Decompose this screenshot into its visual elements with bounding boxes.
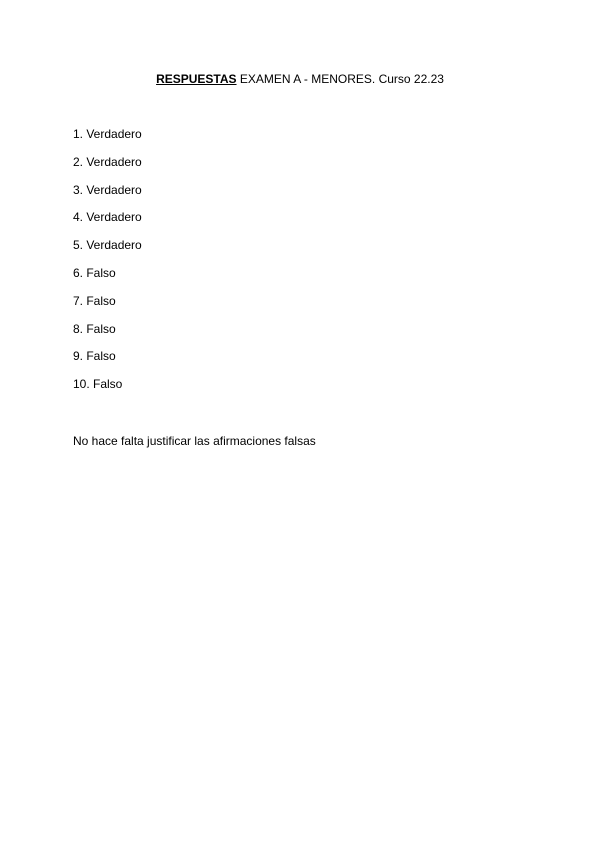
- title-heading-rest: EXAMEN A - MENORES. Curso 22.23: [236, 72, 444, 86]
- answer-item-9: 9. Falso: [73, 349, 116, 364]
- answer-item-2: 2. Verdadero: [73, 154, 142, 169]
- page-title: [0, 72, 600, 86]
- answer-item-8: 8. Falso: [73, 321, 116, 336]
- answer-item-5: 5. Verdadero: [73, 238, 142, 253]
- answer-item-4: 4. Verdadero: [73, 210, 142, 225]
- answer-item-1: 1. Verdadero: [73, 127, 142, 141]
- answer-item-7: 7. Falso: [73, 293, 116, 308]
- title-heading-strong: RESPUESTAS: [156, 72, 237, 86]
- note-text: No hace falta justificar las afirmaciones falsas: [73, 434, 316, 448]
- answers-list: [73, 127, 142, 405]
- answer-item-3: 3. Verdadero: [73, 182, 142, 197]
- answer-item-6: 6. Falso: [73, 265, 116, 280]
- answer-item-10: 10. Falso: [73, 377, 123, 392]
